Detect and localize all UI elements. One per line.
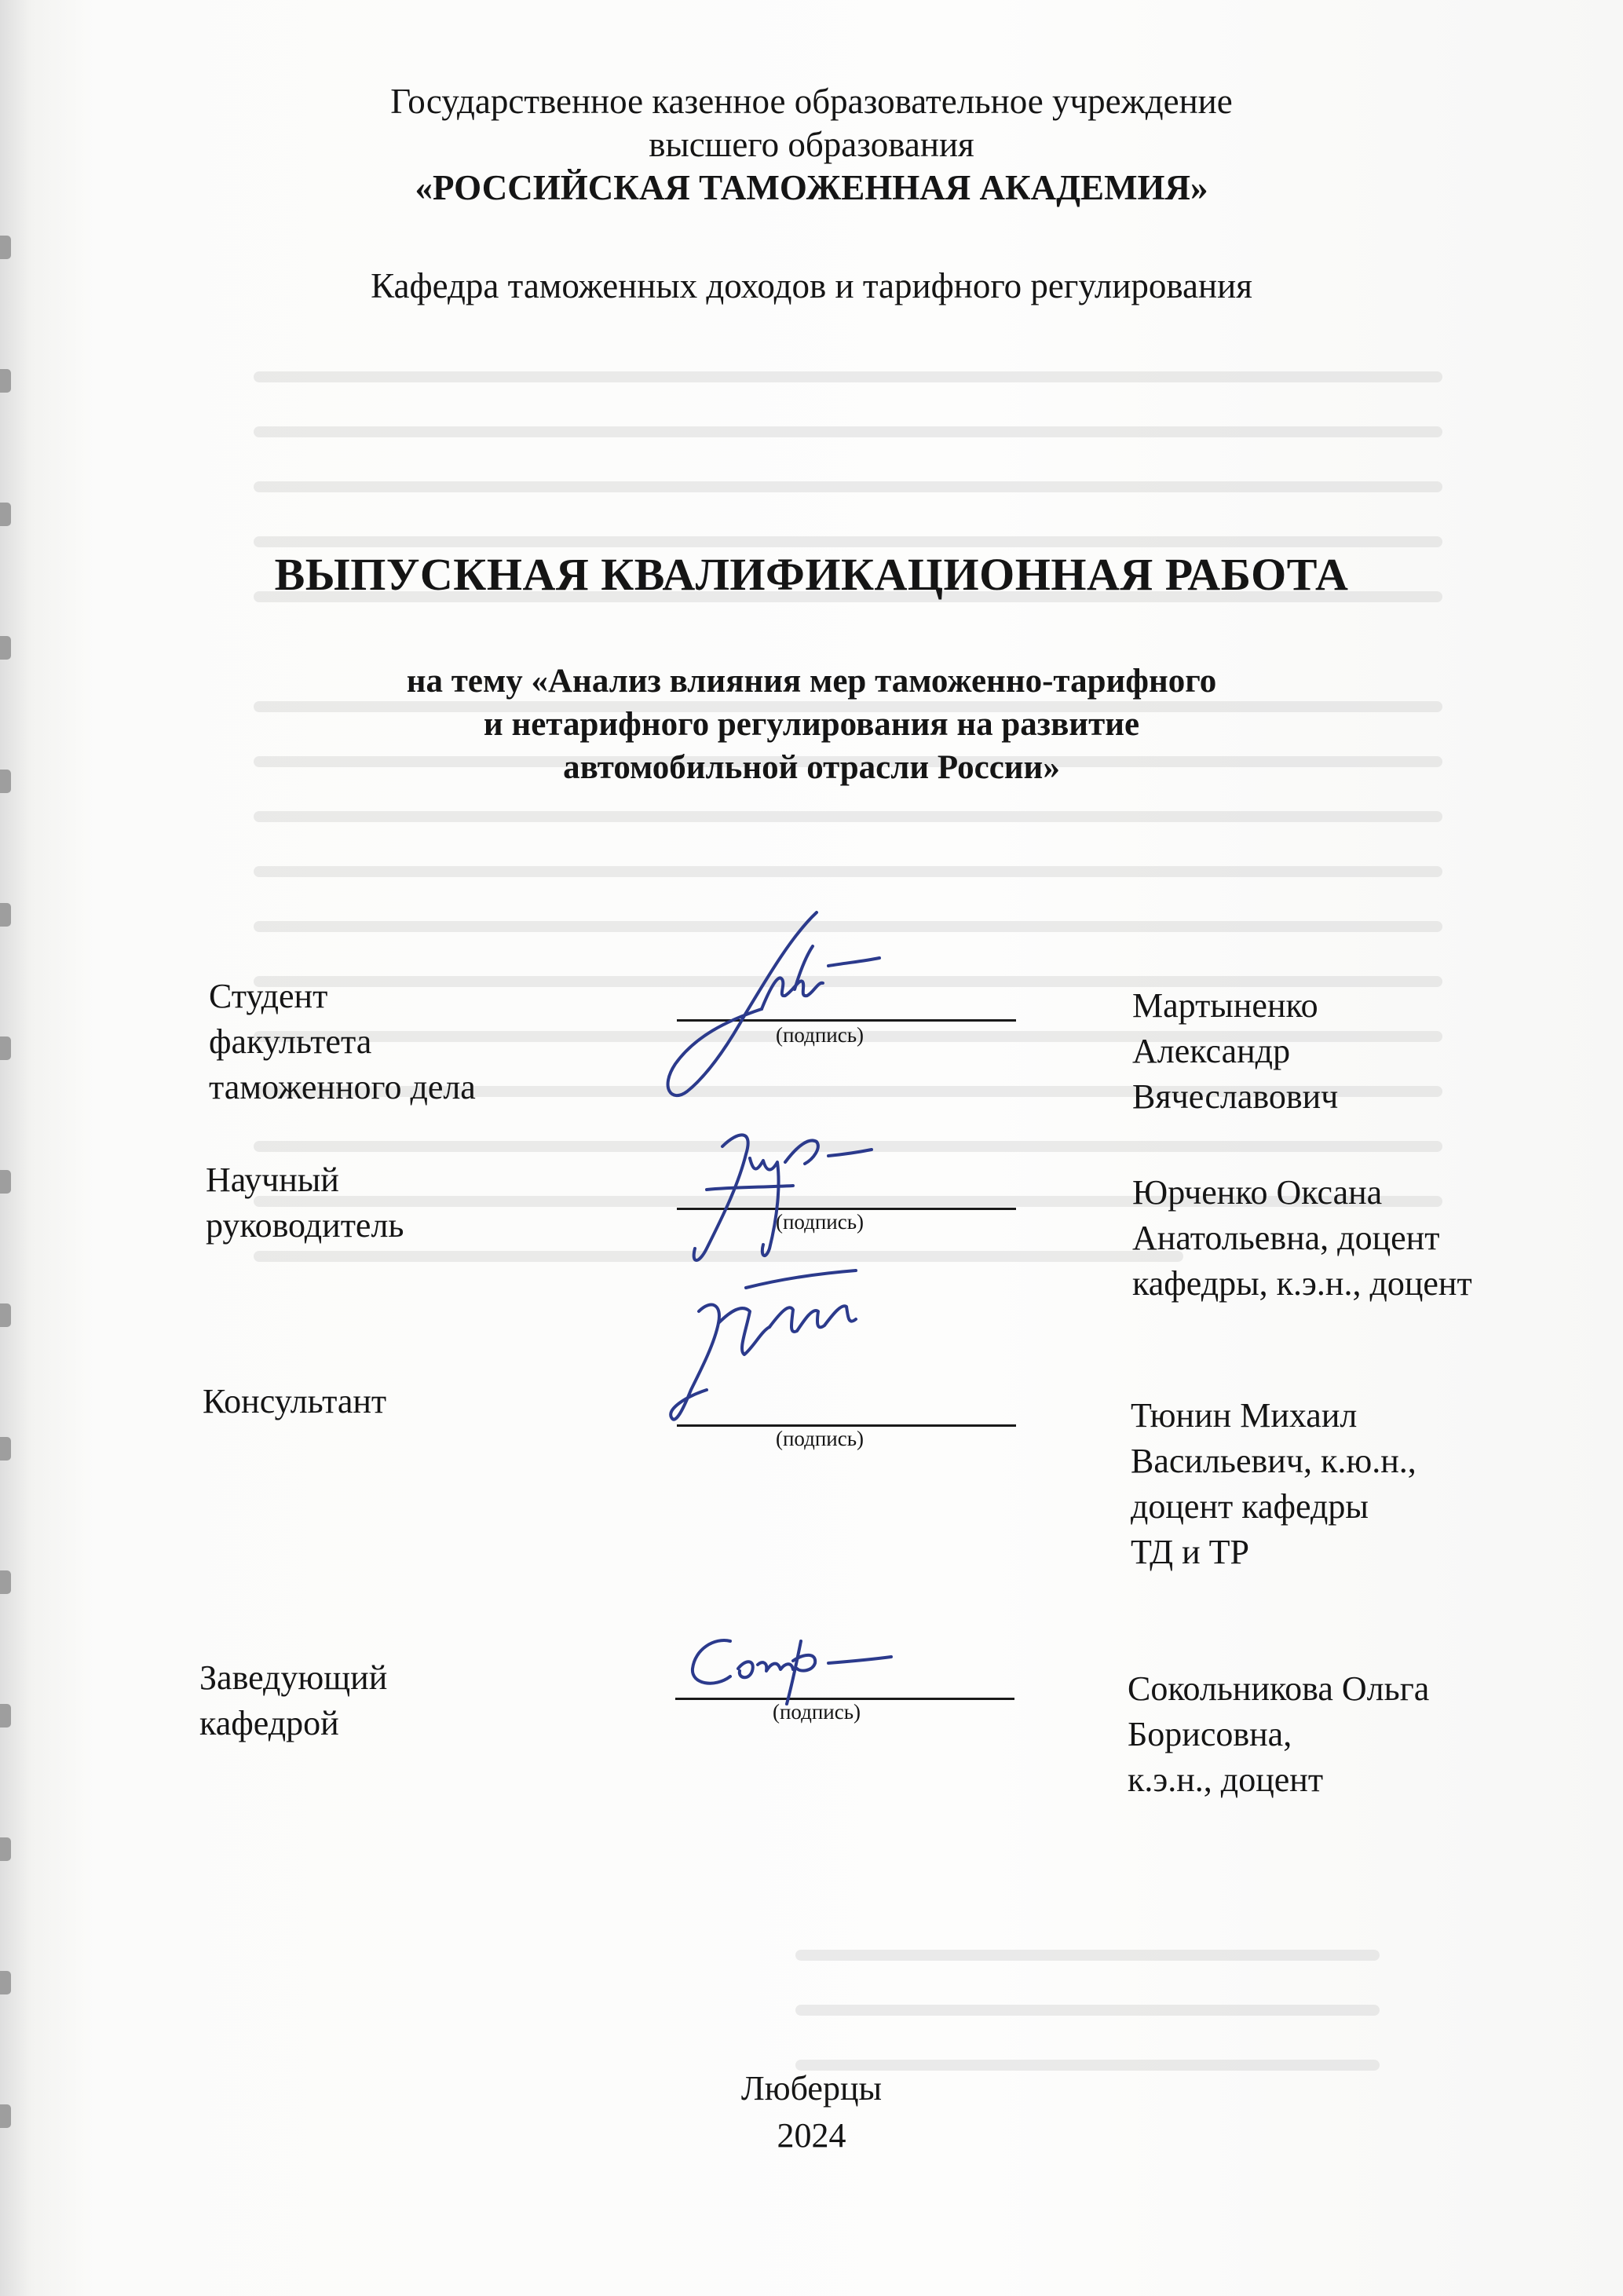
binding-hole <box>0 1704 11 1727</box>
role-line: кафедрой <box>199 1704 339 1742</box>
name-line: доцент кафедры <box>1131 1487 1369 1526</box>
role-line: таможенного дела <box>209 1068 476 1106</box>
work-topic <box>0 660 1623 789</box>
signatory-name-head <box>1128 1666 1429 1803</box>
institution-level: высшего образования <box>649 125 974 164</box>
signatory-role-consultant <box>203 1379 386 1424</box>
topic-line: автомобильной отрасли России» <box>563 749 1060 786</box>
work-title: ВЫПУСКНАЯ КВАЛИФИКАЦИОННАЯ РАБОТА <box>274 549 1349 600</box>
department-name: Кафедра таможенных доходов и тарифного регулирования <box>371 266 1252 305</box>
signature-caption: (подпись) <box>772 1700 861 1724</box>
institution-header <box>0 80 1623 210</box>
binding-hole <box>0 1837 11 1861</box>
signature-head-image <box>683 1625 903 1712</box>
name-line: Вячеславович <box>1132 1077 1339 1116</box>
signatory-name-supervisor <box>1132 1170 1472 1307</box>
signature-caption: (подпись) <box>775 1023 865 1047</box>
institution-name: «РОССИЙСКАЯ ТАМОЖЕННАЯ АКАДЕМИЯ» <box>415 168 1208 207</box>
binding-hole <box>0 369 11 393</box>
signatory-name-consultant <box>1131 1393 1416 1575</box>
name-line: Сокольникова Ольга <box>1128 1669 1430 1708</box>
signature-supervisor-image <box>660 1115 895 1272</box>
name-line: Юрченко Оксана <box>1132 1173 1383 1212</box>
role-line: Заведующий <box>199 1658 388 1697</box>
name-line: ТД и ТР <box>1131 1533 1250 1571</box>
topic-line: на тему «Анализ влияния мер таможенно-тарифного <box>406 663 1217 700</box>
binding-hole <box>0 636 11 660</box>
binding-hole <box>0 1437 11 1461</box>
binding-hole <box>0 1971 11 1994</box>
role-line: Научный <box>206 1161 339 1199</box>
binding-hole <box>0 903 11 927</box>
binding-hole <box>0 236 11 259</box>
name-line: Александр <box>1132 1032 1291 1070</box>
name-line: Анатольевна, доцент <box>1132 1219 1440 1257</box>
role-line: факультета <box>209 1022 372 1061</box>
institution-type: Государственное казенное образовательное учреждение <box>390 82 1233 121</box>
binding-hole <box>0 1303 11 1327</box>
binding-hole <box>0 1570 11 1594</box>
signatory-role-head <box>199 1655 387 1746</box>
signature-caption: (подпись) <box>775 1210 865 1234</box>
role-line: Студент <box>209 977 328 1015</box>
name-line: кафедры, к.э.н., доцент <box>1132 1264 1472 1303</box>
signature-student-image <box>652 903 887 1107</box>
year: 2024 <box>777 2116 846 2155</box>
signatory-role-student <box>209 974 476 1110</box>
signature-consultant-image <box>652 1256 887 1437</box>
name-line: Тюнин Михаил <box>1131 1396 1358 1435</box>
name-line: к.э.н., доцент <box>1128 1760 1324 1799</box>
name-line: Васильевич, к.ю.н., <box>1131 1442 1416 1480</box>
name-line: Мартыненко <box>1132 986 1318 1025</box>
binding-hole <box>0 503 11 526</box>
signatory-role-supervisor <box>206 1157 404 1249</box>
city: Люберцы <box>740 2069 883 2108</box>
footer <box>0 2065 1623 2159</box>
signatory-name-student <box>1132 983 1338 1120</box>
binding-hole <box>0 1036 11 1060</box>
binding-hole <box>0 1170 11 1194</box>
role-line: Консультант <box>203 1382 387 1420</box>
name-line: Борисовна, <box>1128 1715 1292 1753</box>
signature-caption: (подпись) <box>775 1427 865 1450</box>
role-line: руководитель <box>206 1206 404 1245</box>
topic-line: и нетарифного регулирования на развитие <box>483 706 1140 743</box>
